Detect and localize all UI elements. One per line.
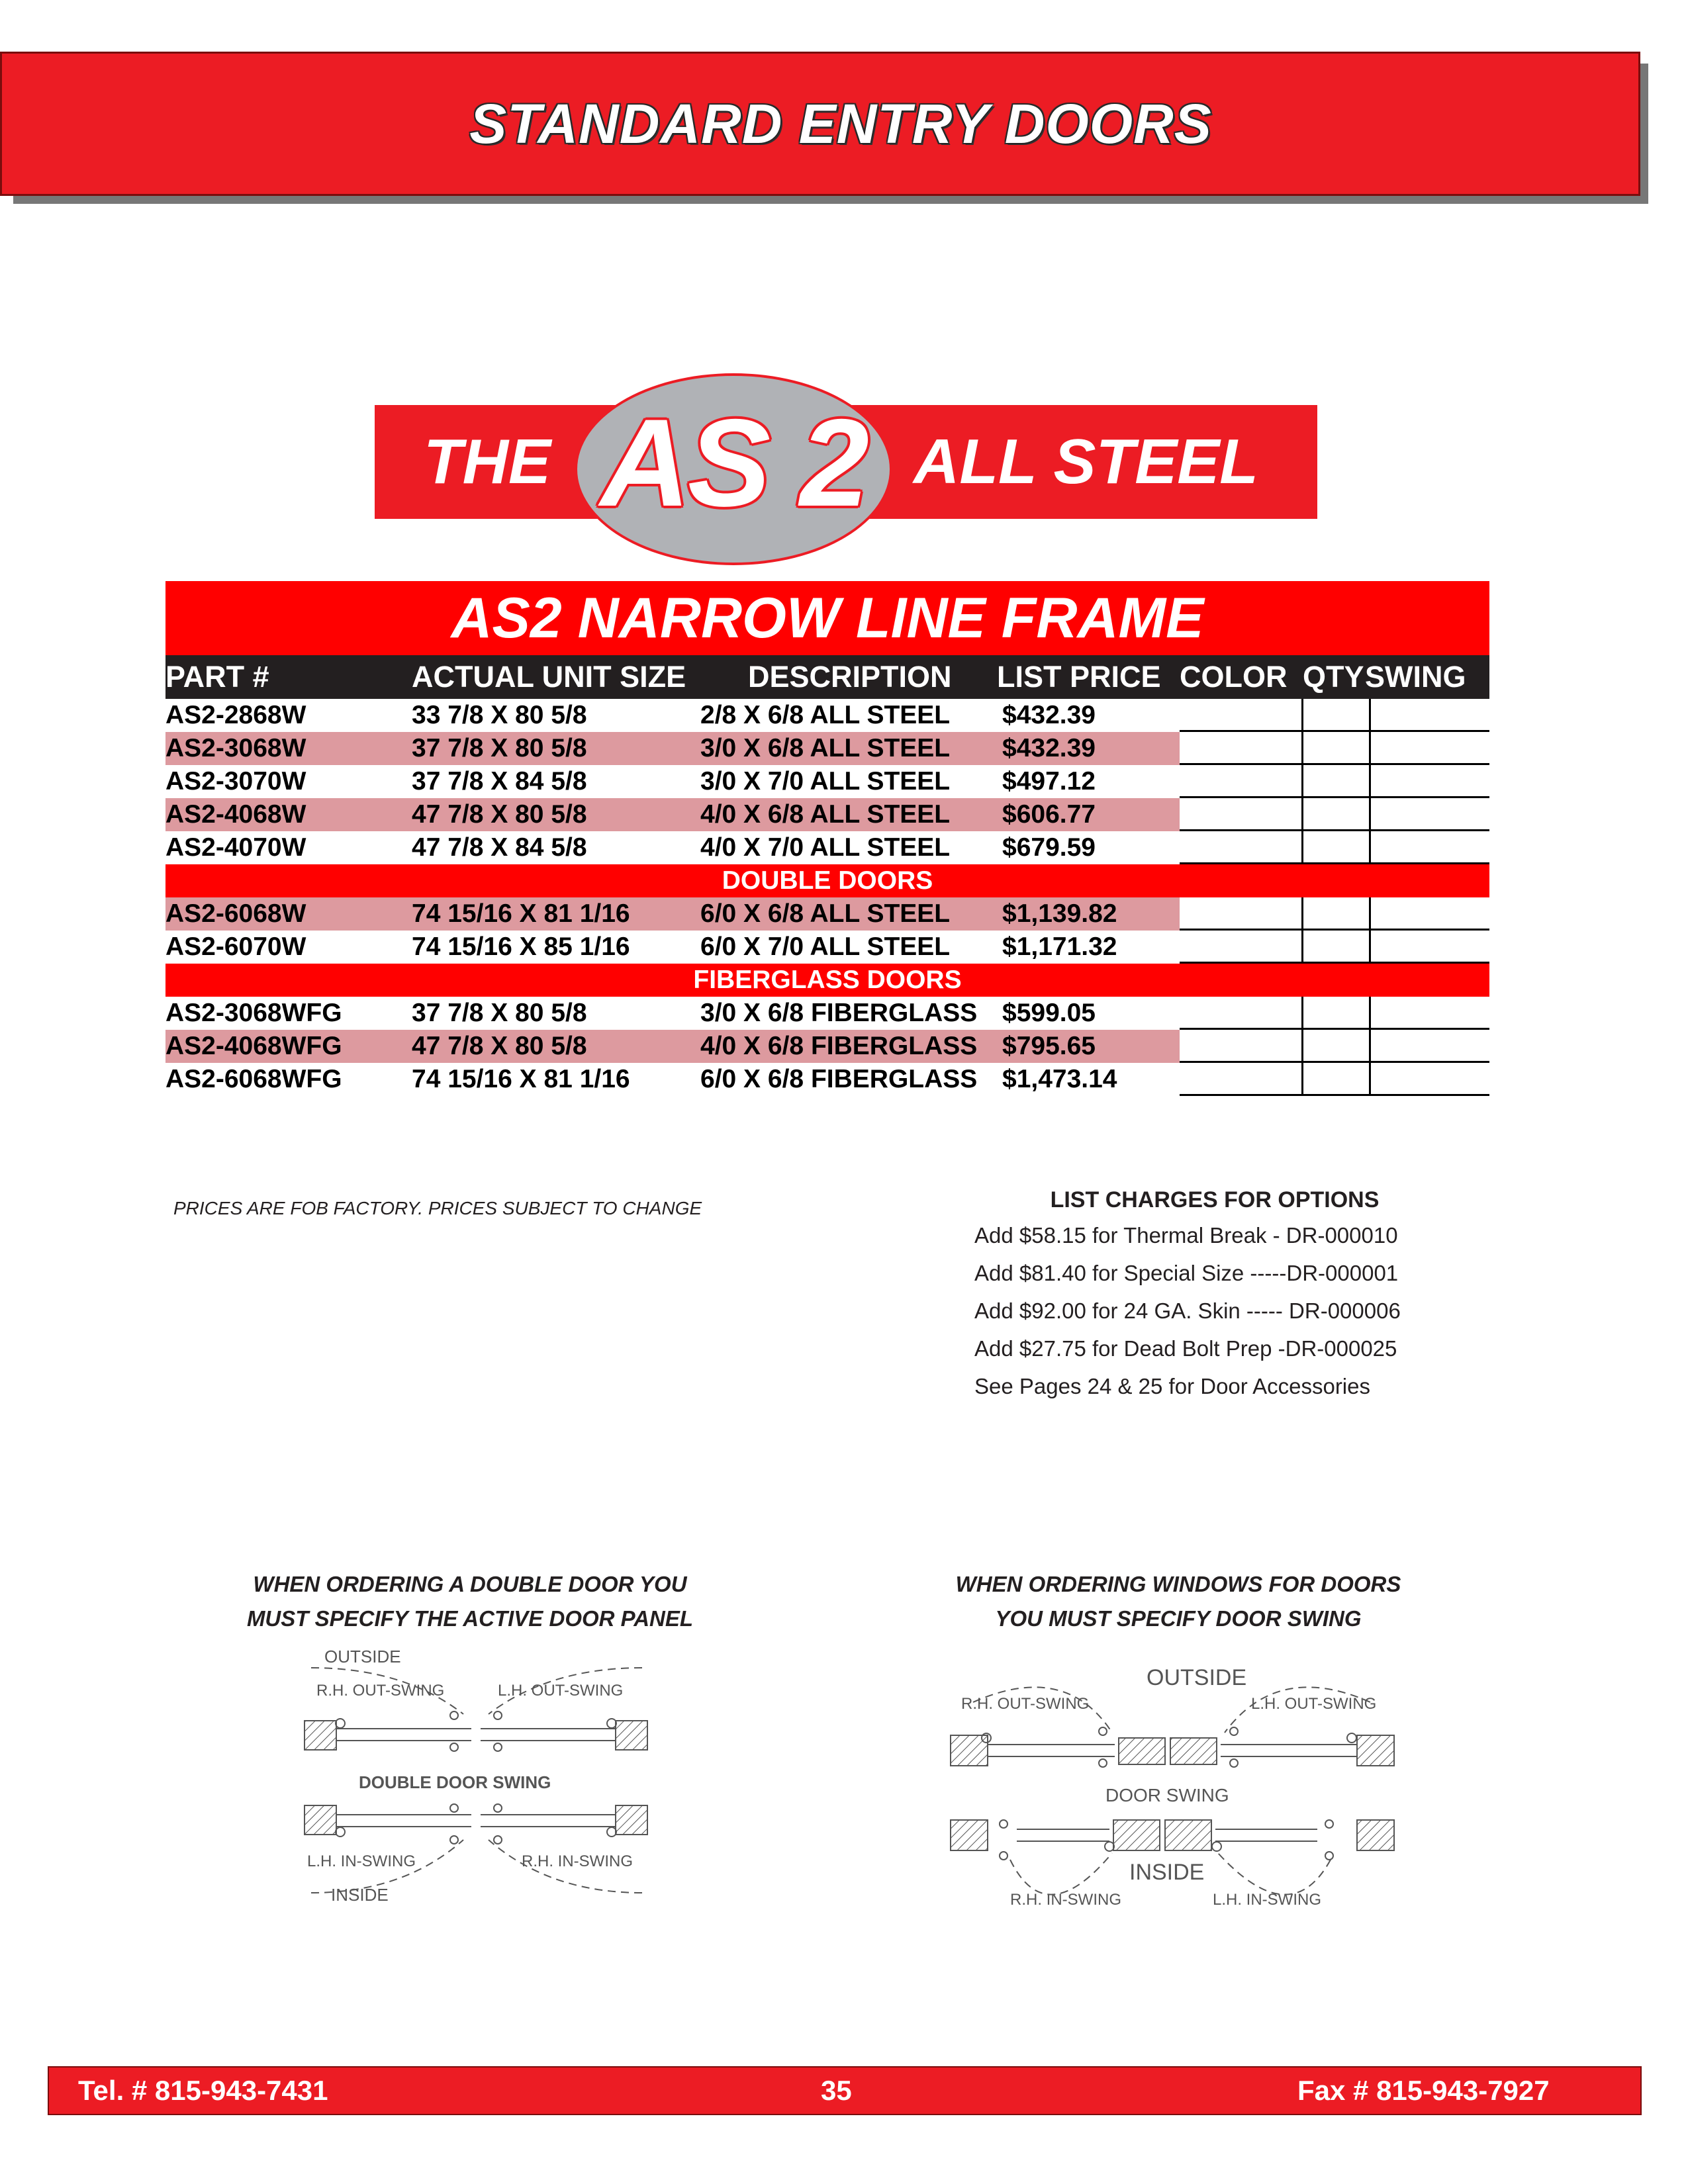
- list-price: $432.39: [1002, 734, 1096, 762]
- label-inside: INSIDE: [1129, 1860, 1205, 1885]
- col-part: PART #: [165, 660, 269, 694]
- part-number: AS2-3070W: [165, 767, 306, 796]
- order-cell-divider: [1369, 831, 1371, 864]
- page-title: STANDARD ENTRY DOORS: [469, 93, 1212, 155]
- order-cell-divider: [1301, 798, 1303, 831]
- list-price: $497.12: [1002, 767, 1096, 796]
- caption-line: WHEN ORDERING WINDOWS FOR DOORS: [955, 1572, 1401, 1596]
- description: 6/0 X 6/8 FIBERGLASS: [700, 1065, 978, 1093]
- col-qty: QTY: [1303, 660, 1364, 694]
- description: 3/0 X 6/8 ALL STEEL: [700, 734, 951, 762]
- order-cell-divider: [1369, 1063, 1371, 1096]
- window-door-caption: [927, 1567, 1430, 1636]
- col-list-price: LIST PRICE: [997, 660, 1161, 694]
- footer-tel: Tel. # 815-943-7431: [78, 2075, 328, 2106]
- order-cell-line: [1180, 796, 1489, 798]
- table-row: [165, 1063, 1180, 1096]
- door-plan-top: [305, 1668, 647, 1751]
- list-price: $679.59: [1002, 833, 1096, 862]
- description: 6/0 X 6/8 ALL STEEL: [700, 899, 951, 928]
- table-row: [165, 997, 1180, 1030]
- order-cell-divider: [1369, 798, 1371, 831]
- logo-text-the: THE: [424, 426, 551, 497]
- label-inside: INSIDE: [331, 1885, 389, 1905]
- label-rh-out: R.H. OUT-SWING: [961, 1695, 1090, 1713]
- option-line: See Pages 24 & 25 for Door Accessories: [974, 1374, 1370, 1398]
- door-plan-bottom: [305, 1804, 647, 1893]
- col-description: DESCRIPTION: [748, 660, 952, 694]
- description: 4/0 X 6/8 FIBERGLASS: [700, 1032, 978, 1060]
- label-rh-out: R.H. OUT-SWING: [316, 1682, 445, 1700]
- table-row: [165, 699, 1180, 732]
- order-cell-line: [1180, 730, 1489, 732]
- double-door-swing-diagram: [291, 1641, 662, 1919]
- order-cell-divider: [1301, 732, 1303, 765]
- order-cell-divider: [1301, 831, 1303, 864]
- label-lh-in: L.H. IN-SWING: [1213, 1891, 1322, 1909]
- order-cell-divider: [1301, 997, 1303, 1030]
- description: 6/0 X 7/0 ALL STEEL: [700, 933, 951, 961]
- order-cell-divider: [1301, 897, 1303, 931]
- label-outside: OUTSIDE: [324, 1647, 401, 1666]
- label-center: DOUBLE DOOR SWING: [359, 1772, 551, 1792]
- label-outside: OUTSIDE: [1147, 1665, 1247, 1690]
- caption-line: YOU MUST SPECIFY DOOR SWING: [995, 1606, 1362, 1631]
- section-double-doors: DOUBLE DOORS: [165, 864, 1489, 897]
- order-cell-divider: [1369, 897, 1371, 931]
- label-rh-in: R.H. IN-SWING: [1010, 1891, 1121, 1909]
- list-price: $1,171.32: [1002, 933, 1117, 961]
- label-lh-in: L.H. IN-SWING: [307, 1852, 416, 1870]
- order-cell-line: [1180, 829, 1489, 831]
- table-row: [165, 831, 1180, 864]
- section-fiberglass-doors: FIBERGLASS DOORS: [165, 964, 1489, 997]
- double-door-caption: [218, 1567, 722, 1636]
- price-note: PRICES ARE FOB FACTORY. PRICES SUBJECT TO CHANGE: [173, 1198, 702, 1218]
- page-number: 35: [821, 2075, 852, 2106]
- option-line: Add $92.00 for 24 GA. Skin ----- DR-000006: [974, 1298, 1401, 1323]
- list-price: $795.65: [1002, 1032, 1096, 1060]
- option-line: Add $58.15 for Thermal Break - DR-000010: [974, 1223, 1398, 1248]
- table-row: [165, 765, 1180, 798]
- logo-text-all-steel: ALL STEEL: [914, 426, 1258, 497]
- unit-size: 47 7/8 X 84 5/8: [412, 833, 587, 862]
- part-number: AS2-6068WFG: [165, 1065, 342, 1093]
- unit-size: 74 15/16 X 81 1/16: [412, 899, 630, 928]
- order-cell-line: [1180, 763, 1489, 765]
- list-price: $432.39: [1002, 701, 1096, 729]
- col-swing: SWING: [1365, 660, 1466, 694]
- list-price: $1,473.14: [1002, 1065, 1117, 1093]
- order-cell-line: [1180, 1094, 1489, 1096]
- option-line: Add $27.75 for Dead Bolt Prep -DR-000025: [974, 1336, 1397, 1361]
- part-number: AS2-3068W: [165, 734, 306, 762]
- table-row: [165, 798, 1180, 831]
- col-color: COLOR: [1180, 660, 1288, 694]
- part-number: AS2-6068W: [165, 899, 306, 928]
- description: 3/0 X 6/8 FIBERGLASS: [700, 999, 978, 1027]
- part-number: AS2-4068WFG: [165, 1032, 342, 1060]
- options-title: LIST CHARGES FOR OPTIONS: [1050, 1187, 1380, 1212]
- part-number: AS2-3068WFG: [165, 999, 342, 1027]
- order-cell-line: [1180, 1061, 1489, 1063]
- part-number: AS2-4068W: [165, 800, 306, 829]
- unit-size: 37 7/8 X 80 5/8: [412, 999, 587, 1027]
- order-cell-divider: [1369, 1030, 1371, 1063]
- list-price: $599.05: [1002, 999, 1096, 1027]
- table-header: [165, 655, 1489, 699]
- col-size: ACTUAL UNIT SIZE: [412, 660, 686, 694]
- unit-size: 33 7/8 X 80 5/8: [412, 701, 587, 729]
- unit-size: 47 7/8 X 80 5/8: [412, 1032, 587, 1060]
- order-cell-line: [1180, 929, 1489, 931]
- unit-size: 47 7/8 X 80 5/8: [412, 800, 587, 829]
- part-number: AS2-6070W: [165, 933, 306, 961]
- order-cell-divider: [1301, 931, 1303, 964]
- order-cell-divider: [1301, 699, 1303, 732]
- part-number: AS2-2868W: [165, 701, 306, 729]
- order-cell-divider: [1369, 732, 1371, 765]
- order-cell-line: [1180, 1028, 1489, 1030]
- label-lh-out: L.H. OUT-SWING: [1251, 1695, 1377, 1713]
- table-row: [165, 732, 1180, 765]
- label-lh-out: L.H. OUT-SWING: [498, 1682, 624, 1700]
- unit-size: 37 7/8 X 80 5/8: [412, 734, 587, 762]
- table-row: [165, 1030, 1180, 1063]
- description: 2/8 X 6/8 ALL STEEL: [700, 701, 951, 729]
- label-center: DOOR SWING: [1105, 1785, 1229, 1805]
- unit-size: 37 7/8 X 84 5/8: [412, 767, 587, 796]
- table-row: [165, 897, 1180, 931]
- description: 4/0 X 7/0 ALL STEEL: [700, 833, 951, 862]
- order-cell-divider: [1369, 765, 1371, 798]
- order-cell-divider: [1369, 997, 1371, 1030]
- footer-fax: Fax # 815-943-7927: [1297, 2075, 1550, 2106]
- unit-size: 74 15/16 X 81 1/16: [412, 1065, 630, 1093]
- door-swing-diagram: [947, 1655, 1403, 1933]
- order-cell-divider: [1369, 699, 1371, 732]
- unit-size: 74 15/16 X 85 1/16: [412, 933, 630, 961]
- order-cell-divider: [1301, 765, 1303, 798]
- caption-line: MUST SPECIFY THE ACTIVE DOOR PANEL: [246, 1606, 694, 1631]
- order-cell-divider: [1301, 1030, 1303, 1063]
- table-title: AS2 NARROW LINE FRAME: [165, 581, 1489, 655]
- order-cell-divider: [1301, 1063, 1303, 1096]
- part-number: AS2-4070W: [165, 833, 306, 862]
- order-cell-divider: [1369, 931, 1371, 964]
- list-price: $606.77: [1002, 800, 1096, 829]
- label-rh-in: R.H. IN-SWING: [522, 1852, 633, 1870]
- table-row: [165, 931, 1180, 964]
- description: 4/0 X 6/8 ALL STEEL: [700, 800, 951, 829]
- option-line: Add $81.40 for Special Size -----DR-000001: [974, 1261, 1399, 1285]
- logo-text-as2: AS 2: [600, 393, 867, 532]
- caption-line: WHEN ORDERING A DOUBLE DOOR YOU: [253, 1572, 687, 1596]
- description: 3/0 X 7/0 ALL STEEL: [700, 767, 951, 796]
- list-price: $1,139.82: [1002, 899, 1117, 928]
